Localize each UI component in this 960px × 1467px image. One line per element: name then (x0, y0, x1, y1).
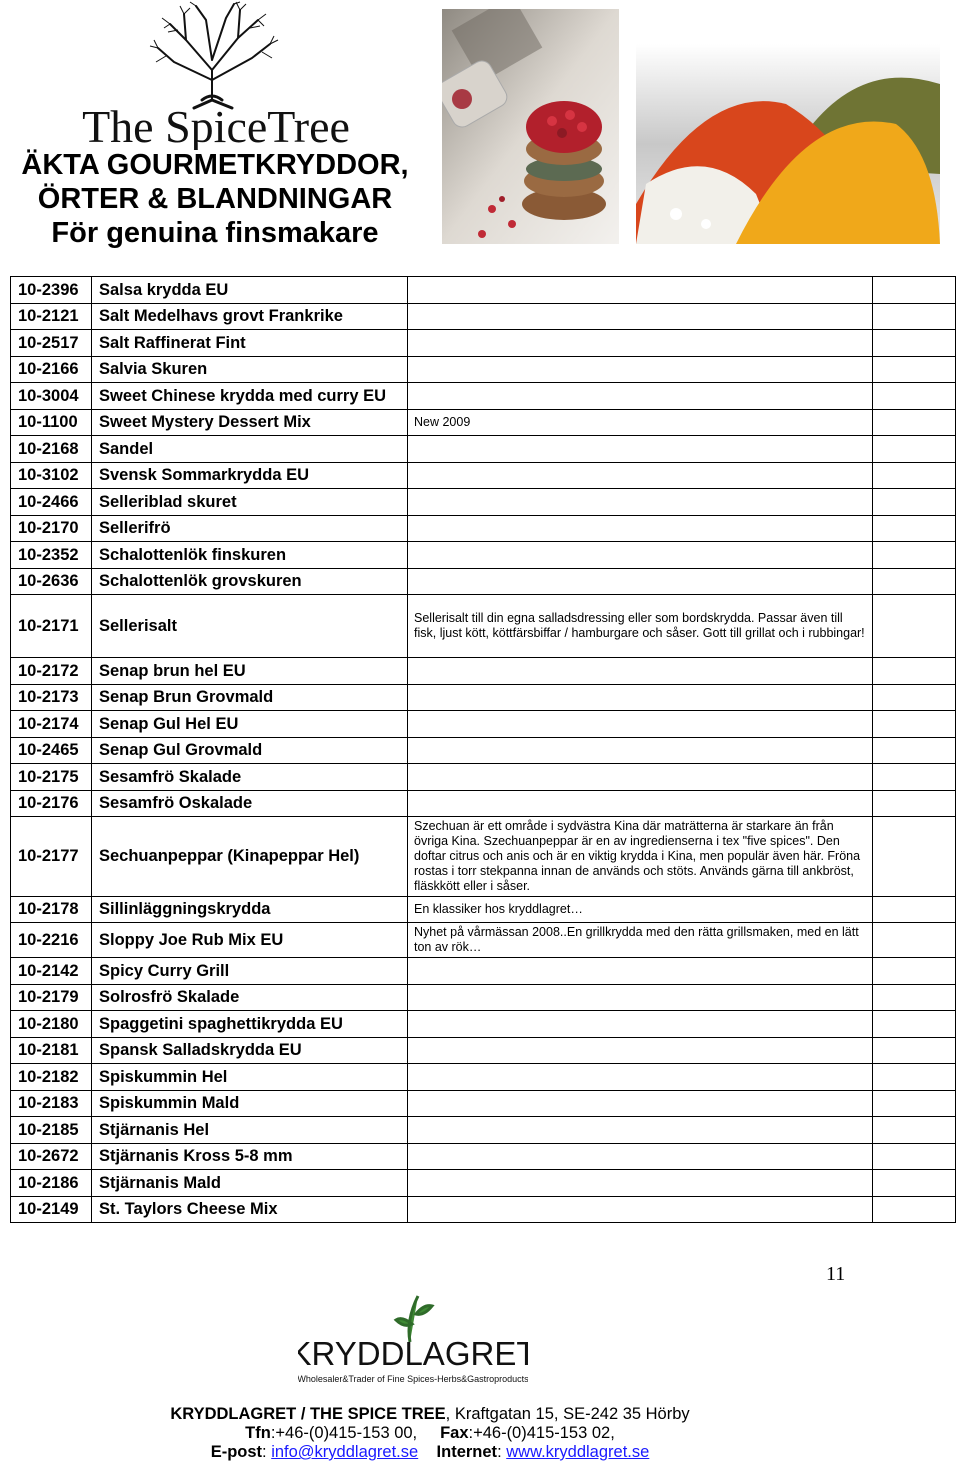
product-note (408, 463, 873, 489)
product-code: 10-2166 (11, 357, 92, 383)
product-note (408, 516, 873, 542)
empty-cell (873, 383, 956, 410)
web-link[interactable]: www.kryddlagret.se (506, 1443, 650, 1461)
page-number: 11 (826, 1263, 846, 1285)
product-code: 10-2168 (11, 436, 92, 463)
product-note: En klassiker hos kryddlagret… (408, 897, 873, 923)
product-name: Salt Medelhavs grovt Frankrike (92, 304, 408, 330)
product-name: Salt Raffinerat Fint (92, 330, 408, 357)
table-row (11, 1117, 956, 1144)
product-code: 10-2186 (11, 1170, 92, 1197)
headline-line-2: ÖRTER & BLANDNINGAR (37, 183, 393, 215)
table-row (11, 1197, 956, 1223)
product-note (408, 985, 873, 1011)
headline-line-1: ÄKTA GOURMETKRYDDOR, (21, 149, 409, 181)
product-name: Salsa krydda EU (92, 277, 408, 304)
svg-text:KRYDDLAGRET: KRYDDLAGRET (298, 1335, 528, 1372)
spice-piles-photo (636, 44, 940, 244)
product-name: Svensk Sommarkrydda EU (92, 463, 408, 489)
empty-cell (873, 738, 956, 764)
product-note: Nyhet på vårmässan 2008..En grillkrydda med den rätta grillsmaken, med en lätt ton av rök… (408, 923, 873, 958)
table-row (11, 330, 956, 357)
table-row (11, 658, 956, 685)
product-code: 10-2142 (11, 958, 92, 985)
table-row (11, 685, 956, 711)
product-code: 10-2465 (11, 738, 92, 764)
empty-cell (873, 1144, 956, 1170)
table-row (11, 463, 956, 489)
table-row (11, 569, 956, 595)
product-note (408, 542, 873, 569)
empty-cell (873, 1064, 956, 1091)
empty-cell (873, 436, 956, 463)
empty-cell (873, 489, 956, 516)
table-row (11, 1038, 956, 1064)
tfn-value: :+46-(0)415-153 00, (270, 1424, 418, 1442)
product-name: Sillinläggningskrydda (92, 897, 408, 923)
product-code: 10-2172 (11, 658, 92, 685)
table-row (11, 277, 956, 304)
table-row (11, 1091, 956, 1117)
product-note (408, 489, 873, 516)
product-name: Sesamfrö Skalade (92, 764, 408, 791)
peppercorn-photo (442, 9, 619, 244)
product-name: Sloppy Joe Rub Mix EU (92, 923, 408, 958)
product-name: Senap Gul Hel EU (92, 711, 408, 738)
empty-cell (873, 1170, 956, 1197)
product-note (408, 685, 873, 711)
product-name: Schalottenlök grovskuren (92, 569, 408, 595)
product-name: Stjärnanis Mald (92, 1170, 408, 1197)
product-note (408, 1197, 873, 1223)
product-note: Szechuan är ett område i sydvästra Kina där maträtterna är starkare än från övriga Kina. Szechuanpeppar är en av ingredienserna i tex "five spices". Den doftar citrus och anis och är en viktig krydda i Kina, men populär även här. Fröna rostas i torr stekpanna innan de används och stöts. Används gärna till ankbröst, fläskkött eller i såser. (408, 817, 873, 897)
product-code: 10-2175 (11, 764, 92, 791)
empty-cell (873, 357, 956, 383)
table-row (11, 791, 956, 817)
product-code: 10-2352 (11, 542, 92, 569)
product-code: 10-3102 (11, 463, 92, 489)
product-code: 10-2180 (11, 1011, 92, 1038)
table-row (11, 711, 956, 738)
product-code: 10-2183 (11, 1091, 92, 1117)
product-note: Sellerisalt till din egna salladsdressing eller som bordskrydda. Passar även till fisk, ljust kött, köttfärsbiffar / hamburgare och såser. Gott till grillat och i rubbingar! (408, 595, 873, 658)
empty-cell (873, 764, 956, 791)
svg-text:Wholesaler&Trader of Fine Spic: Wholesaler&Trader of Fine Spices-Herbs&Gastroproducts (298, 1374, 528, 1384)
product-code: 10-2181 (11, 1038, 92, 1064)
empty-cell (873, 791, 956, 817)
empty-cell (873, 958, 956, 985)
product-name: Sweet Mystery Dessert Mix (92, 410, 408, 436)
table-row (11, 1064, 956, 1091)
product-code: 10-2176 (11, 791, 92, 817)
empty-cell (873, 304, 956, 330)
product-note (408, 383, 873, 410)
product-note (408, 1038, 873, 1064)
product-code: 10-2185 (11, 1117, 92, 1144)
empty-cell (873, 410, 956, 436)
email-label: E-post (210, 1443, 263, 1461)
fax-value: :+46-(0)415-153 02, (468, 1424, 615, 1442)
product-name: Spaggetini spaghettikrydda EU (92, 1011, 408, 1038)
table-row (11, 383, 956, 410)
email-link[interactable]: info@kryddlagret.se (271, 1443, 419, 1461)
product-note (408, 1091, 873, 1117)
tfn-label: Tfn (245, 1424, 271, 1442)
product-name: Senap brun hel EU (92, 658, 408, 685)
empty-cell (873, 1091, 956, 1117)
product-name: Sellerisalt (92, 595, 408, 658)
empty-cell (873, 330, 956, 357)
product-note (408, 1117, 873, 1144)
product-name: Sechuanpeppar (Kinapeppar Hel) (92, 817, 408, 897)
product-code: 10-3004 (11, 383, 92, 410)
product-name: Sandel (92, 436, 408, 463)
table-row (11, 542, 956, 569)
product-note (408, 304, 873, 330)
product-note (408, 330, 873, 357)
product-note (408, 711, 873, 738)
product-note (408, 1144, 873, 1170)
product-code: 10-2171 (11, 595, 92, 658)
product-code: 10-2149 (11, 1197, 92, 1223)
product-note (408, 791, 873, 817)
table-row (11, 595, 956, 658)
table-row (11, 489, 956, 516)
empty-cell (873, 542, 956, 569)
product-note (408, 277, 873, 304)
product-note (408, 738, 873, 764)
empty-cell (873, 1038, 956, 1064)
footer-contact: E-post: info@kryddlagret.se Internet: www.kryddlagret.se (210, 1443, 650, 1461)
table-row (11, 436, 956, 463)
table-row (11, 304, 956, 330)
kryddlagret-logo (298, 1290, 528, 1390)
product-note (408, 764, 873, 791)
table-row (11, 1144, 956, 1170)
footer-address (0, 1405, 860, 1424)
product-name: Stjärnanis Kross 5-8 mm (92, 1144, 408, 1170)
product-name: Solrosfrö Skalade (92, 985, 408, 1011)
empty-cell (873, 569, 956, 595)
product-note (408, 357, 873, 383)
product-name: Sweet Chinese krydda med curry EU (92, 383, 408, 410)
empty-cell (873, 685, 956, 711)
product-name: Spiskummin Mald (92, 1091, 408, 1117)
empty-cell (873, 923, 956, 958)
table-row (11, 1011, 956, 1038)
empty-cell (873, 1197, 956, 1223)
product-code: 10-2177 (11, 817, 92, 897)
product-code: 10-2174 (11, 711, 92, 738)
empty-cell (873, 277, 956, 304)
product-code: 10-2121 (11, 304, 92, 330)
spice-table (10, 276, 956, 1223)
empty-cell (873, 1011, 956, 1038)
product-code: 10-2178 (11, 897, 92, 923)
product-note (408, 1011, 873, 1038)
table-row (11, 1170, 956, 1197)
product-name: Senap Brun Grovmald (92, 685, 408, 711)
empty-cell (873, 463, 956, 489)
product-code: 10-2182 (11, 1064, 92, 1091)
fax-label: Fax (440, 1424, 469, 1442)
product-name: Spicy Curry Grill (92, 958, 408, 985)
product-code: 10-2173 (11, 685, 92, 711)
product-name: Sellerifrö (92, 516, 408, 542)
empty-cell (873, 711, 956, 738)
empty-cell (873, 658, 956, 685)
table-row (11, 410, 956, 436)
product-code: 10-2636 (11, 569, 92, 595)
product-note: New 2009 (408, 410, 873, 436)
product-code: 10-2216 (11, 923, 92, 958)
product-name: Spansk Salladskrydda EU (92, 1038, 408, 1064)
headline-line-3: För genuina finsmakare (51, 217, 379, 249)
product-name: Stjärnanis Hel (92, 1117, 408, 1144)
spicetree-logo (66, 0, 366, 150)
product-code: 10-2396 (11, 277, 92, 304)
table-row (11, 764, 956, 791)
footer-phone (0, 1424, 860, 1443)
product-code: 10-2170 (11, 516, 92, 542)
product-note (408, 658, 873, 685)
product-code: 10-2672 (11, 1144, 92, 1170)
table-row (11, 357, 956, 383)
table-row (11, 923, 956, 958)
empty-cell (873, 897, 956, 923)
headline (10, 148, 420, 250)
product-name: Spiskummin Hel (92, 1064, 408, 1091)
table-row (11, 817, 956, 897)
table-row (11, 897, 956, 923)
web-label: Internet (436, 1443, 498, 1461)
product-note (408, 569, 873, 595)
product-name: St. Taylors Cheese Mix (92, 1197, 408, 1223)
product-note (408, 1170, 873, 1197)
empty-cell (873, 516, 956, 542)
empty-cell (873, 1117, 956, 1144)
empty-cell (873, 817, 956, 897)
product-code: 10-1100 (11, 410, 92, 436)
product-name: Senap Gul Grovmald (92, 738, 408, 764)
product-code: 10-2517 (11, 330, 92, 357)
product-note (408, 958, 873, 985)
product-name: Sesamfrö Oskalade (92, 791, 408, 817)
table-row (11, 516, 956, 542)
empty-cell (873, 985, 956, 1011)
product-note (408, 1064, 873, 1091)
product-name: Schalottenlök finskuren (92, 542, 408, 569)
table-row (11, 738, 956, 764)
svg-text:The SpiceTree: The SpiceTree (82, 101, 350, 150)
product-code: 10-2179 (11, 985, 92, 1011)
product-name: Salvia Skuren (92, 357, 408, 383)
product-note (408, 436, 873, 463)
empty-cell (873, 595, 956, 658)
footer-address-text: , Kraftgatan 15, SE-242 35 Hörby (445, 1405, 690, 1423)
table-row (11, 985, 956, 1011)
product-code: 10-2466 (11, 489, 92, 516)
table-row (11, 958, 956, 985)
footer-company: KRYDDLAGRET / THE SPICE TREE (170, 1405, 446, 1423)
product-name: Selleriblad skuret (92, 489, 408, 516)
